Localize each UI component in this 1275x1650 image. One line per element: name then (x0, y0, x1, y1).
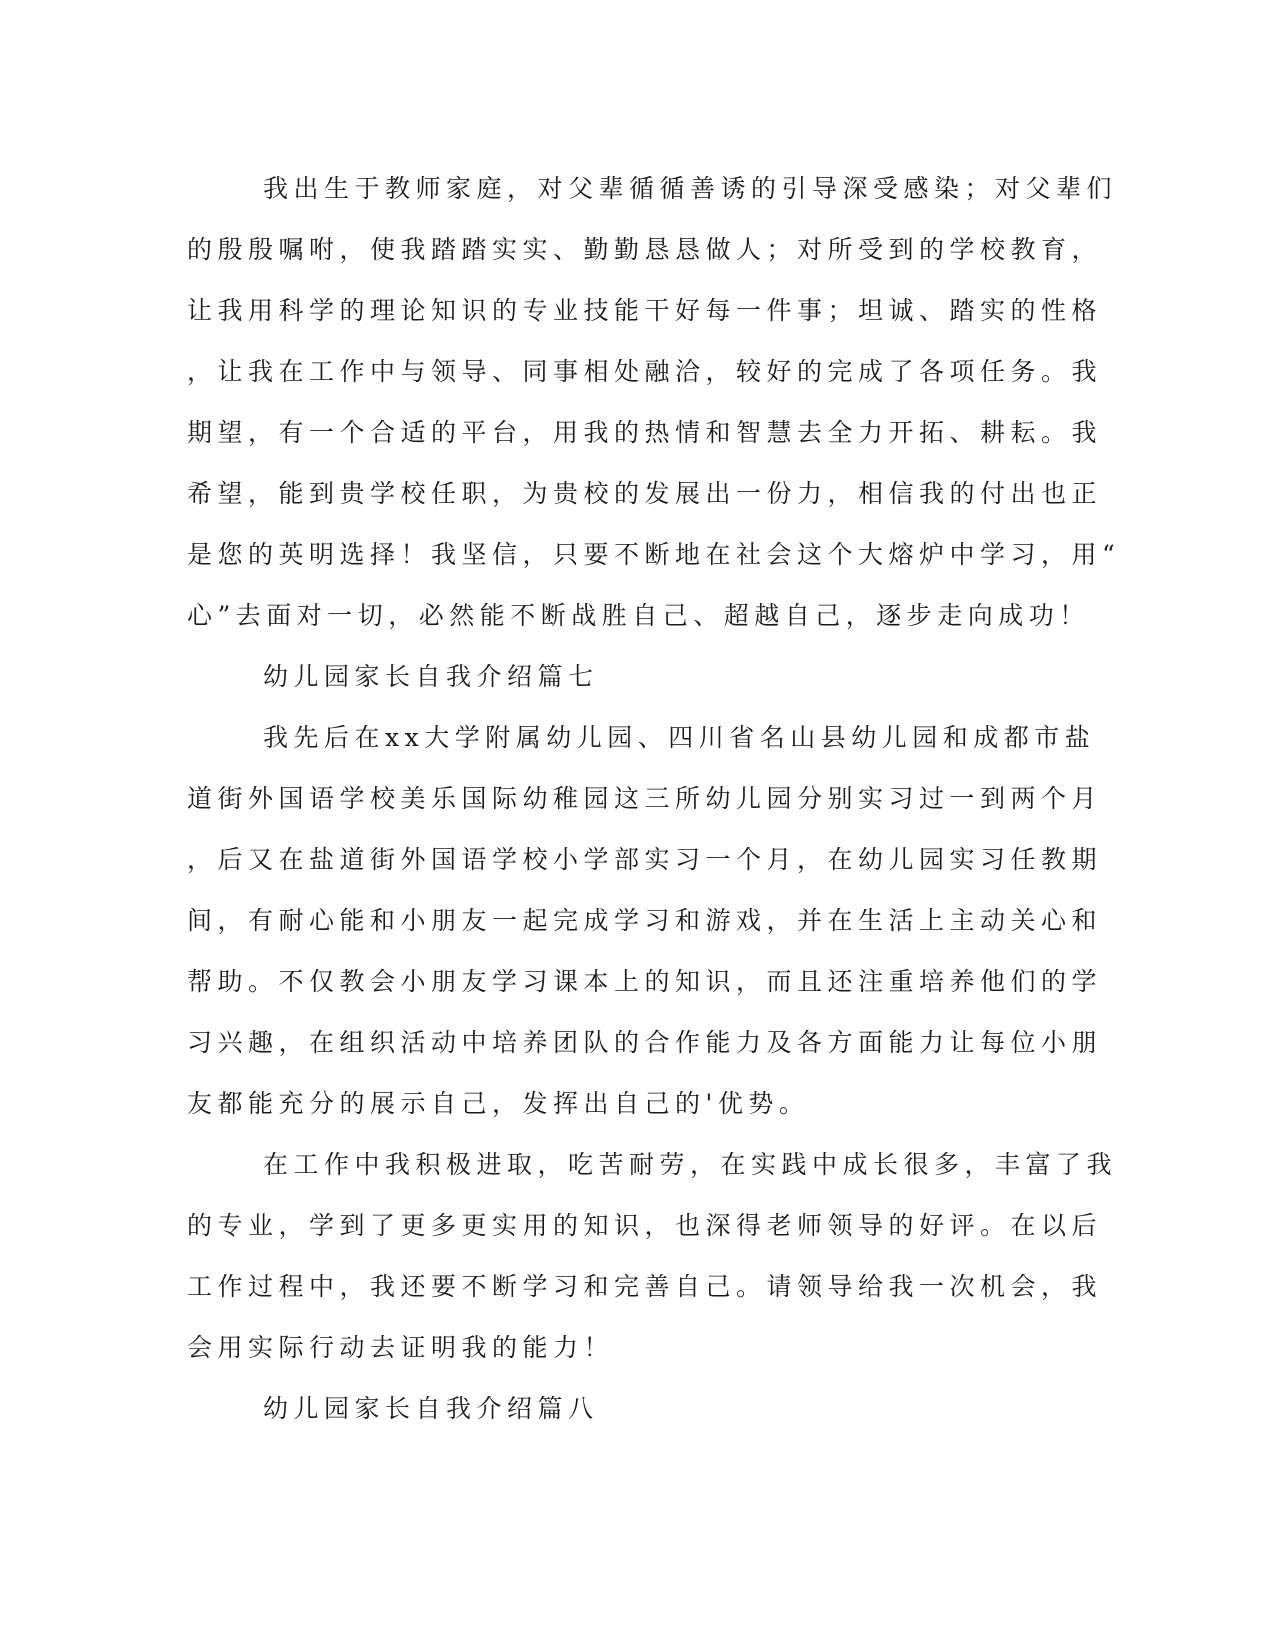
paragraph-line: 是您的英明选择！我坚信，只要不断地在社会这个大熔炉中学习，用“ (187, 540, 1121, 569)
paragraph-line: 在工作中我积极进取，吃苦耐劳，在实践中成长很多，丰富了我 (263, 1150, 1118, 1179)
paragraph-line: 期望，有一个合适的平台，用我的热情和智慧去全力开拓、耕耘。我 (187, 418, 1103, 447)
paragraph-work-attitude (187, 1134, 1118, 1378)
section-heading-7: 幼儿园家长自我介绍篇七 (263, 662, 599, 691)
paragraph-line: 希望，能到贵学校任职，为贵校的发展出一份力，相信我的付出也正 (187, 479, 1103, 508)
paragraph-line: 我先后在xx大学附属幼儿园、四川省名山县幼儿园和成都市盐 (263, 723, 1096, 752)
paragraph-line: 工作过程中，我还要不断学习和完善自己。请领导给我一次机会，我 (187, 1272, 1103, 1301)
paragraph-line: ，让我在工作中与领导、同事相处融洽，较好的完成了各项任务。我 (187, 357, 1103, 386)
section-heading-8: 幼儿园家长自我介绍篇八 (263, 1394, 599, 1423)
paragraph-internship (187, 707, 1103, 1134)
paragraph-line: 习兴趣，在组织活动中培养团队的合作能力及各方面能力让每位小朋 (187, 1028, 1103, 1057)
paragraph-line: 心”去面对一切，必然能不断战胜自己、超越自己，逐步走向成功！ (187, 601, 1090, 630)
paragraph-line: 间，有耐心能和小朋友一起完成学习和游戏，并在生活上主动关心和 (187, 906, 1103, 935)
document-body (187, 158, 1121, 1439)
paragraph-line: 道街外国语学校美乐国际幼稚园这三所幼儿园分别实习过一到两个月 (187, 784, 1103, 813)
paragraph-upbringing (187, 158, 1121, 646)
paragraph-line: 会用实际行动去证明我的能力！ (187, 1333, 615, 1362)
paragraph-line: 我出生于教师家庭，对父辈循循善诱的引导深受感染；对父辈们 (263, 174, 1118, 203)
paragraph-line: ，后又在盐道街外国语学校小学部实习一个月，在幼儿园实习任教期 (187, 845, 1103, 874)
paragraph-line: 友都能充分的展示自己，发挥出自己的'优势。 (187, 1089, 810, 1118)
paragraph-line: 的殷殷嘱咐，使我踏踏实实、勤勤恳恳做人；对所受到的学校教育， (187, 235, 1103, 264)
paragraph-line: 帮助。不仅教会小朋友学习课本上的知识，而且还注重培养他们的学 (187, 967, 1103, 996)
paragraph-line: 的专业，学到了更多更实用的知识，也深得老师领导的好评。在以后 (187, 1211, 1103, 1240)
paragraph-line: 让我用科学的理论知识的专业技能干好每一件事；坦诚、踏实的性格 (187, 296, 1103, 325)
